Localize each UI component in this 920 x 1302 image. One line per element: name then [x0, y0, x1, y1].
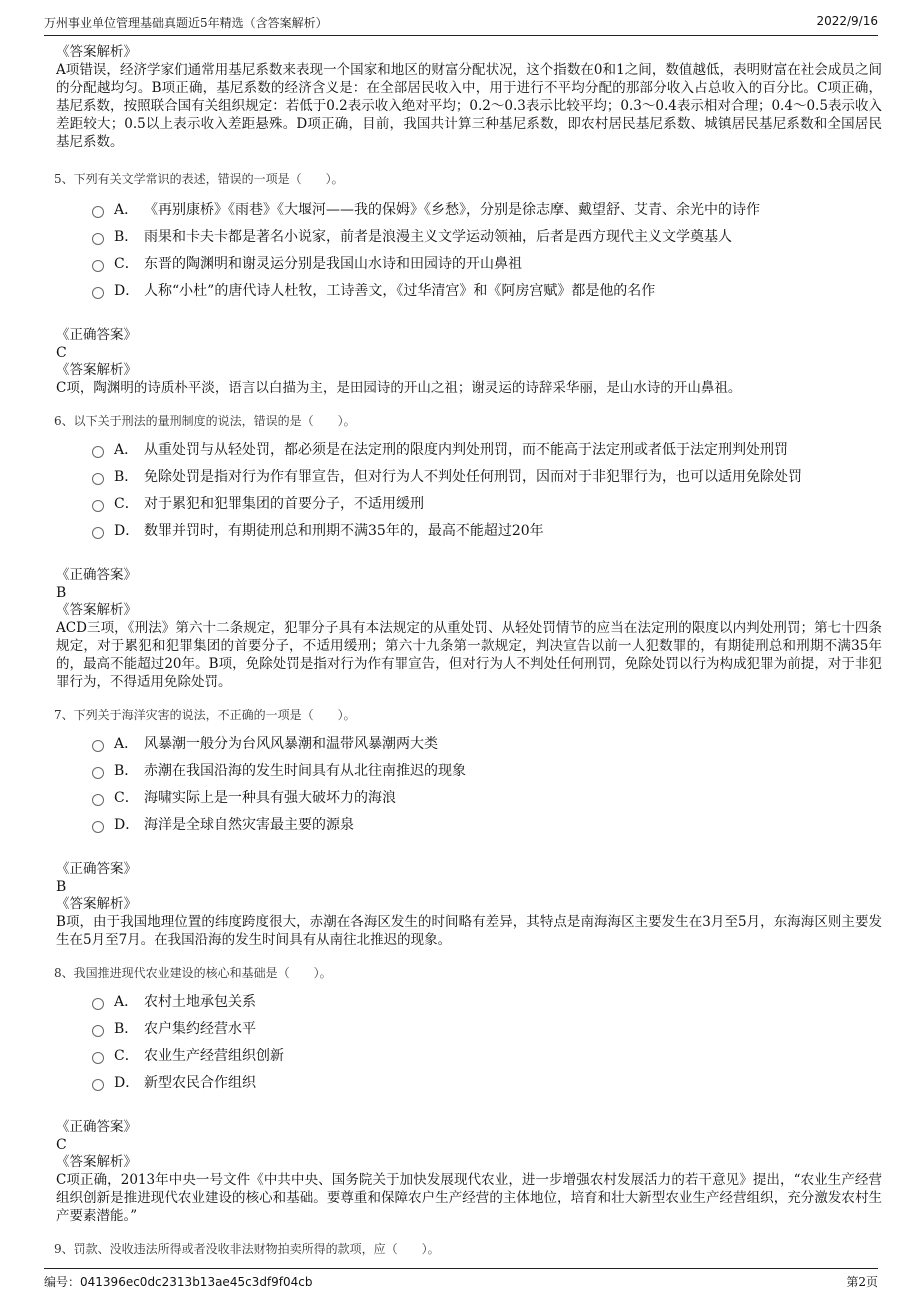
radio-button[interactable]	[92, 446, 104, 458]
option-b[interactable]	[92, 462, 882, 489]
option-letter: C．	[114, 1047, 139, 1064]
option-c[interactable]	[92, 489, 882, 516]
option-letter: C．	[114, 255, 139, 272]
correct-answer-label: 《正确答案》	[56, 861, 137, 877]
option-a[interactable]	[92, 729, 882, 756]
page-content	[56, 44, 882, 1258]
radio-button[interactable]	[92, 821, 104, 833]
correct-answer: C	[56, 345, 67, 361]
analysis-text: B项，由于我国地理位置的纬度跨度很大，赤潮在各海区发生的时间略有差异，其特点是南海海区主要发生在3月至5月，东海海区则主要发生在5月至7月。在我国沿海的发生时间具有从南往北推迟的现象。	[56, 914, 882, 948]
option-d[interactable]	[92, 276, 882, 303]
option-text: 雨果和卡夫卡都是著名小说家，前者是浪漫主义文学运动领袖，后者是西方现代主义文学奠基人	[144, 228, 732, 245]
option-text: 东晋的陶渊明和谢灵运分别是我国山水诗和田园诗的开山鼻祖	[144, 255, 522, 272]
radio-button[interactable]	[92, 500, 104, 512]
option-text: 赤潮在我国沿海的发生时间具有从北往南推迟的现象	[144, 762, 466, 779]
question-5	[56, 171, 882, 397]
correct-answer-label: 《正确答案》	[56, 327, 137, 343]
question-stem: 6、以下关于刑法的量刑制度的说法，错误的是（ ）。	[54, 414, 356, 428]
analysis-text: A项错误，经济学家们通常用基尼系数来表现一个国家和地区的财富分配状况，这个指数在0和1之间，数值越低，表明财富在社会成员之间的分配越均匀。B项正确，基尼系数的经济含义是：在全部居民收入中，用于进行不平均分配的那部分收入占总收入的百分比。C项正确，基尼系数，按照联合国有关组织规定：若低于0.2表示收入绝对平均；0.2～0.3表示比较平均；0.3～0.4表示相对合理；0.4～0.5表示收入差距较大；0.5以上表示收入差距悬殊。D项正确，目前，我国共计算三种基尼系数，即农村居民基尼系数、城镇居民基尼系数和全国居民基尼系数。	[56, 62, 882, 150]
option-letter: D．	[114, 1074, 140, 1091]
radio-button[interactable]	[92, 1052, 104, 1064]
option-letter: A．	[114, 441, 139, 458]
question-stem: 7、下列关于海洋灾害的说法，不正确的一项是（ ）。	[54, 708, 356, 722]
options-list	[92, 987, 882, 1095]
document-date: 2022/9/16	[816, 14, 878, 28]
analysis-text: C项，陶渊明的诗质朴平淡，语言以白描为主，是田园诗的开山之祖；谢灵运的诗辞采华丽，是山水诗的开山鼻祖。	[56, 380, 742, 396]
analysis-label: 《答案解析》	[56, 896, 137, 912]
option-text: 农村土地承包关系	[144, 993, 256, 1010]
radio-button[interactable]	[92, 1025, 104, 1037]
option-a[interactable]	[92, 435, 882, 462]
option-text: 对于累犯和犯罪集团的首要分子，不适用缓刑	[144, 495, 424, 512]
page-number: 第2页	[846, 1275, 878, 1289]
option-d[interactable]	[92, 516, 882, 543]
radio-button[interactable]	[92, 527, 104, 539]
option-text: 从重处罚与从轻处罚，都必须是在法定刑的限度内判处刑罚，而不能高于法定刑或者低于法定刑判处刑罚	[144, 441, 788, 458]
option-text: 海啸实际上是一种具有强大破坏力的海浪	[144, 789, 396, 806]
option-letter: D．	[114, 816, 140, 833]
radio-button[interactable]	[92, 473, 104, 485]
option-text: 农户集约经营水平	[144, 1020, 256, 1037]
option-letter: B．	[114, 762, 139, 779]
correct-answer: C	[56, 1137, 67, 1153]
option-letter: D．	[114, 522, 140, 539]
option-a[interactable]	[92, 195, 882, 222]
document-code	[44, 1273, 313, 1290]
code-label: 编号：	[44, 1275, 81, 1289]
radio-button[interactable]	[92, 740, 104, 752]
option-c[interactable]	[92, 249, 882, 276]
radio-button[interactable]	[92, 206, 104, 218]
option-b[interactable]	[92, 222, 882, 249]
radio-button[interactable]	[92, 998, 104, 1010]
option-text: 农业生产经营组织创新	[144, 1047, 284, 1064]
option-letter: A．	[114, 201, 139, 218]
correct-answer: B	[56, 585, 67, 601]
option-c[interactable]	[92, 783, 882, 810]
document-title: 万州事业单位管理基础真题近5年精选（含答案解析）	[44, 16, 328, 30]
option-d[interactable]	[92, 1068, 882, 1095]
radio-button[interactable]	[92, 794, 104, 806]
option-letter: B．	[114, 468, 139, 485]
option-letter: C．	[114, 789, 139, 806]
analysis-label: 《答案解析》	[56, 602, 137, 618]
question-stem: 5、下列有关文学常识的表述，错误的一项是（ ）。	[54, 172, 344, 186]
option-letter: B．	[114, 1020, 139, 1037]
option-text: 新型农民合作组织	[144, 1074, 256, 1091]
correct-answer: B	[56, 879, 67, 895]
question-7	[56, 707, 882, 949]
radio-button[interactable]	[92, 287, 104, 299]
option-b[interactable]	[92, 756, 882, 783]
question-6	[56, 413, 882, 691]
option-letter: C．	[114, 495, 139, 512]
analysis-label: 《答案解析》	[56, 362, 137, 378]
options-list	[92, 195, 882, 303]
option-text: 免除处罚是指对行为作有罪宣告，但对行为人不判处任何刑罚，因而对于非犯罪行为，也可以适用免除处罚	[144, 468, 802, 485]
options-list	[92, 435, 882, 543]
question-8	[56, 965, 882, 1225]
code-value: 041396ec0dc2313b13ae45c3df9f04cb	[80, 1275, 313, 1289]
option-a[interactable]	[92, 987, 882, 1014]
option-text: 人称“小杜”的唐代诗人杜牧，工诗善文，《过华清宫》和《阿房宫赋》都是他的名作	[144, 282, 656, 299]
page-footer	[44, 1268, 878, 1290]
options-list	[92, 729, 882, 837]
radio-button[interactable]	[92, 233, 104, 245]
question-stem: 8、我国推进现代农业建设的核心和基础是（ ）。	[54, 966, 332, 980]
analysis-label: 《答案解析》	[56, 44, 137, 60]
analysis-text: C项正确，2013年中央一号文件《中共中央、国务院关于加快发展现代农业，进一步增强农村发展活力的若干意见》提出，“农业生产经营组织创新是推进现代农业建设的核心和基础。要尊重和保障农户生产经营的主体地位，培育和壮大新型农业生产经营组织，充分激发农村生产要素潜能。”	[56, 1172, 882, 1224]
option-text: 风暴潮一般分为台风风暴潮和温带风暴潮两大类	[144, 735, 438, 752]
option-c[interactable]	[92, 1041, 882, 1068]
option-letter: B．	[114, 228, 139, 245]
analysis-block-prev	[56, 44, 882, 151]
radio-button[interactable]	[92, 260, 104, 272]
option-letter: A．	[114, 993, 139, 1010]
option-letter: A．	[114, 735, 139, 752]
radio-button[interactable]	[92, 1079, 104, 1091]
option-text: 海洋是全球自然灾害最主要的源泉	[144, 816, 354, 833]
option-letter: D．	[114, 282, 140, 299]
analysis-text: ACD三项，《刑法》第六十二条规定，犯罪分子具有本法规定的从重处罚、从轻处罚情节的应当在法定刑的限度以内判处刑罚；第七十四条规定，对于累犯和犯罪集团的首要分子，不适用缓刑；第六十九条第一款规定，判决宣告以前一人犯数罪的，有期徒刑总和刑期不满35年的，最高不能超过20年。B项，免除处罚是指对行为作有罪宣告，但对行为人不判处任何刑罚，免除处罚以行为构成犯罪为前提，对于非犯罪行为，不得适用免除处罚。	[56, 620, 882, 690]
page-header	[44, 14, 878, 36]
option-text: 数罪并罚时，有期徒刑总和刑期不满35年的，最高不能超过20年	[144, 522, 544, 539]
option-text: 《再别康桥》《雨巷》《大堰河——我的保姆》《乡愁》，分别是徐志摩、戴望舒、艾青、余光中的诗作	[144, 201, 760, 218]
question-9	[56, 1241, 882, 1258]
question-stem: 9、罚款、没收违法所得或者没收非法财物拍卖所得的款项，应（ ）。	[54, 1242, 440, 1256]
correct-answer-label: 《正确答案》	[56, 1119, 137, 1135]
radio-button[interactable]	[92, 767, 104, 779]
option-d[interactable]	[92, 810, 882, 837]
option-b[interactable]	[92, 1014, 882, 1041]
correct-answer-label: 《正确答案》	[56, 567, 137, 583]
analysis-label: 《答案解析》	[56, 1154, 137, 1170]
